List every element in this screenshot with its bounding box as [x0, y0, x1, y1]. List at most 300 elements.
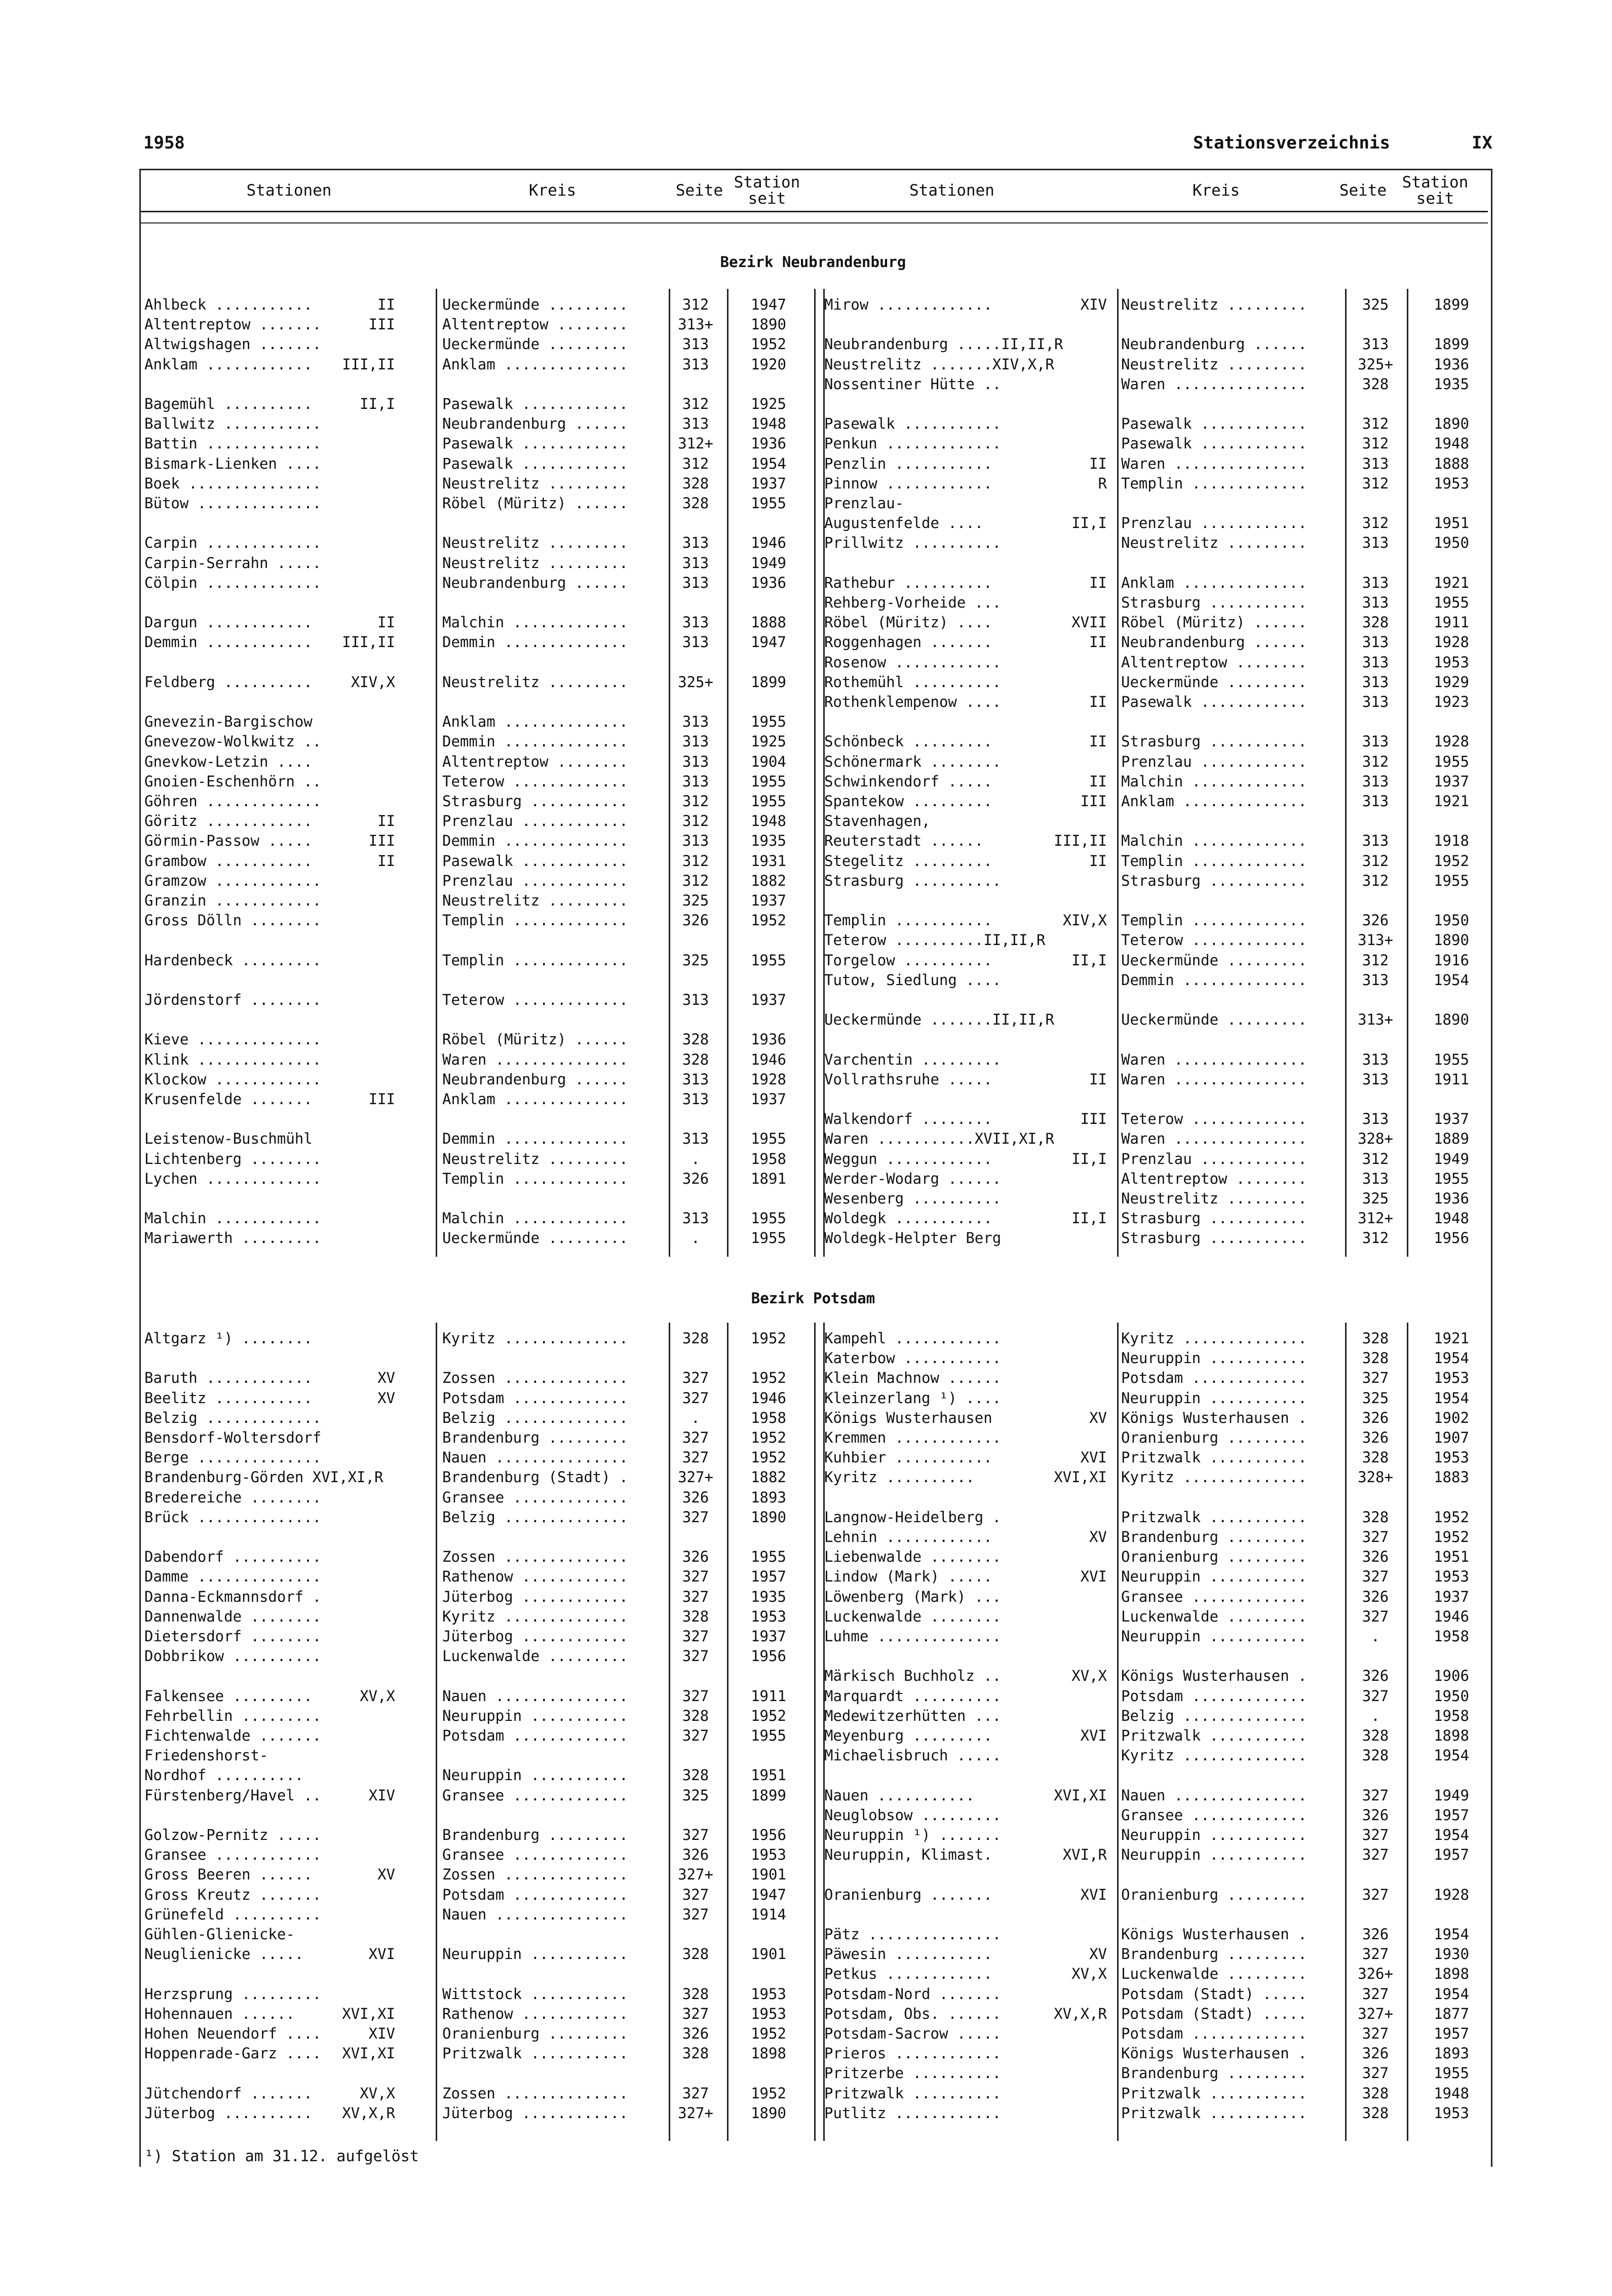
seite-value: 313 — [1362, 693, 1389, 710]
seite-value: 326+ — [1358, 1965, 1393, 1983]
seite-value: 312 — [1362, 1150, 1389, 1168]
station-since: 1954 — [1434, 971, 1469, 989]
station-since: 1921 — [1434, 574, 1469, 591]
seite-value: 326 — [682, 2025, 709, 2042]
kreis-name: Potsdam ............. — [442, 1727, 628, 1744]
seite-value: 313 — [682, 1070, 709, 1088]
seite-value: 326 — [682, 1170, 709, 1187]
station-name: Pritzerbe .......... — [824, 2064, 1002, 2082]
seite-value: 328 — [1362, 614, 1389, 631]
seite-value: 325 — [1362, 1190, 1389, 1207]
seite-value: 313 — [682, 991, 709, 1008]
station-name: Kyritz .......... — [824, 1469, 975, 1486]
station-since: 1890 — [1434, 931, 1469, 949]
kreis-name: Rathenow ............ — [442, 1568, 628, 1586]
station-since: 1955 — [751, 495, 786, 512]
station-name: Demmin ............ — [144, 633, 313, 651]
kreis-name: Demmin .............. — [442, 832, 628, 850]
station-name: Fürstenberg/Havel .. — [144, 1786, 322, 1804]
station-name: Boek ............... — [144, 474, 322, 492]
kreis-name: Nauen ............... — [1121, 1786, 1307, 1804]
station-since: 1953 — [1434, 653, 1469, 671]
kreis-name: Oranienburg ......... — [1121, 1548, 1307, 1566]
kreis-name: Malchin ............. — [442, 1210, 628, 1227]
station-since: 1901 — [751, 1866, 786, 1884]
seite-value: 328 — [682, 1766, 709, 1784]
seite-value: . — [1371, 1628, 1380, 1645]
station-name: Ballwitz ........... — [144, 415, 322, 433]
kreis-name: Pasewalk ............ — [1121, 693, 1307, 710]
station-name: Lehnin ............ — [824, 1528, 992, 1546]
seite-value: 312 — [1362, 1229, 1389, 1247]
seite-value: 328 — [682, 474, 709, 492]
seite-value: 312 — [682, 296, 709, 313]
seite-value: 312 — [1362, 435, 1389, 453]
station-name: Lindow (Mark) ..... — [824, 1568, 992, 1586]
seite-value: 313+ — [678, 316, 713, 333]
seite-value: 326 — [1362, 1667, 1389, 1685]
seite-value: 312 — [682, 395, 709, 412]
station-since: 1955 — [1434, 2064, 1469, 2082]
station-since: 1890 — [751, 316, 786, 333]
kreis-name: Jüterbog ............ — [442, 2104, 628, 2122]
railway-lines: II — [1089, 733, 1107, 750]
kreis-name: Gransee ............. — [442, 1488, 628, 1506]
col-stationen-right: Stationen — [909, 181, 994, 200]
kreis-name: Kyritz .............. — [1121, 1330, 1307, 1347]
station-since: 1936 — [1434, 355, 1469, 373]
seite-value: 328 — [1362, 1508, 1389, 1526]
seite-value: 313 — [1362, 1050, 1389, 1068]
station-since: 1952 — [751, 912, 786, 929]
kreis-name: Kyritz .............. — [1121, 1469, 1307, 1486]
station-since: 1936 — [751, 435, 786, 453]
year: 1958 — [143, 133, 185, 153]
station-since: 1953 — [1434, 2104, 1469, 2122]
kreis-name: Neustrelitz ......... — [1121, 534, 1307, 552]
station-name: Nossentiner Hütte .. — [824, 375, 1002, 393]
seite-value: 313 — [1362, 594, 1389, 611]
railway-lines: XIV — [1080, 296, 1107, 313]
railway-lines: XIV — [368, 1786, 395, 1804]
station-name: Marquardt .......... — [824, 1687, 1002, 1705]
kreis-name: Oranienburg ......... — [442, 2025, 628, 2042]
station-name: Golzow-Pernitz ..... — [144, 1826, 322, 1843]
railway-lines: II — [377, 852, 395, 870]
seite-value: 327+ — [678, 1469, 713, 1486]
station-name: Liebenwalde ........ — [824, 1548, 1002, 1566]
station-since: 1951 — [1434, 514, 1469, 532]
station-name: Luhme .............. — [824, 1628, 1002, 1645]
railway-lines: R — [1098, 474, 1107, 492]
station-since: 1911 — [1434, 614, 1469, 631]
kreis-name: Potsdam ............. — [1121, 1369, 1307, 1387]
station-since: 1950 — [1434, 534, 1469, 552]
kreis-name: Nauen ............... — [442, 1687, 628, 1705]
kreis-name: Brandenburg ......... — [442, 1429, 628, 1446]
header-rule-2 — [141, 222, 1488, 223]
station-name: Pasewalk ........... — [824, 415, 1002, 433]
kreis-name: Neuruppin ........... — [442, 1766, 628, 1784]
station-name: Hohen Neuendorf .... — [144, 2025, 322, 2042]
station-since: 1952 — [1434, 1508, 1469, 1526]
seite-value: 327 — [682, 1588, 709, 1605]
station-name: Bredereiche ........ — [144, 1488, 322, 1506]
station-name: Dietersdorf ........ — [144, 1628, 322, 1645]
seite-value: 312 — [682, 455, 709, 472]
station-name: Cölpin ............. — [144, 574, 322, 591]
kreis-name: Waren ............... — [1121, 375, 1307, 393]
railway-lines: II — [1089, 852, 1107, 870]
kreis-name: Neustrelitz ......... — [442, 673, 628, 691]
seite-value: 328 — [682, 1031, 709, 1048]
kreis-name: Ueckermünde ......... — [1121, 673, 1307, 691]
col-station-label: Station — [734, 173, 800, 192]
seite-value: 328 — [682, 1330, 709, 1347]
railway-lines: III — [1080, 1110, 1107, 1128]
kreis-name: Potsdam ............. — [1121, 1687, 1307, 1705]
kreis-name: Zossen .............. — [442, 1369, 628, 1387]
col-kreis-left: Kreis — [528, 181, 577, 200]
station-name: Neuglobsow ......... — [824, 1806, 1002, 1824]
kreis-name: Pasewalk ............ — [1121, 435, 1307, 453]
kreis-name: Anklam .............. — [1121, 574, 1307, 591]
seite-value: 313 — [682, 752, 709, 770]
railway-lines: III — [368, 316, 395, 333]
station-since: 1937 — [751, 991, 786, 1008]
seite-value: 326 — [682, 1548, 709, 1566]
kreis-name: Ueckermünde ......... — [442, 1229, 628, 1247]
station-name: Pritzwalk .......... — [824, 2084, 1002, 2102]
kreis-name: Templin ............. — [442, 951, 628, 969]
station-since: 1955 — [1434, 1050, 1469, 1068]
seite-value: 327+ — [1358, 2005, 1393, 2022]
station-since: 1898 — [1434, 1727, 1469, 1744]
railway-lines: II — [1089, 1070, 1107, 1088]
kreis-name: Malchin ............. — [1121, 832, 1307, 850]
kreis-name: Neuruppin ........... — [1121, 1826, 1307, 1843]
station-since: 1947 — [751, 633, 786, 651]
station-name: Prillwitz .......... — [824, 534, 1002, 552]
seite-value: 327 — [682, 1826, 709, 1843]
station-since: 1954 — [1434, 1926, 1469, 1943]
station-since: 1954 — [1434, 1747, 1469, 1764]
railway-lines: II — [377, 296, 395, 313]
seite-value: 328 — [682, 1050, 709, 1068]
railway-lines: XVI,XI — [1054, 1469, 1107, 1486]
station-since: 1951 — [751, 1766, 786, 1784]
station-name: Belzig ............. — [144, 1409, 322, 1426]
kreis-name: Templin ............. — [1121, 852, 1307, 870]
station-name: Schönermark ........ — [824, 752, 1002, 770]
station-since: 1930 — [1434, 1945, 1469, 1963]
station-name: Gransee ............ — [144, 1846, 322, 1864]
station-since: 1890 — [751, 2104, 786, 2122]
station-name: Varchentin ......... — [824, 1050, 1002, 1068]
station-name: Werder-Wodarg ...... — [824, 1170, 1002, 1187]
railway-lines: II — [1089, 693, 1107, 710]
kreis-name: Pasewalk ............ — [442, 455, 628, 472]
kreis-name: Pasewalk ............ — [1121, 415, 1307, 433]
station-since: 1935 — [1434, 375, 1469, 393]
kreis-name: Altentreptow ........ — [1121, 653, 1307, 671]
kreis-name: Brandenburg (Stadt) . — [442, 1469, 628, 1486]
station-since: 1955 — [751, 1210, 786, 1227]
col-seite-left: Seite — [675, 181, 723, 200]
railway-lines: II — [1089, 772, 1107, 790]
station-name: Kampehl ............ — [824, 1330, 1002, 1347]
station-since: 1893 — [751, 1488, 786, 1506]
station-name: Woldegk-Helpter Berg — [824, 1229, 1002, 1247]
seite-value: 325 — [1362, 1389, 1389, 1407]
kreis-name: Belzig .............. — [1121, 1707, 1307, 1724]
kreis-name: Röbel (Müritz) ...... — [1121, 614, 1307, 631]
station-since: 1918 — [1434, 832, 1469, 850]
station-since: 1949 — [1434, 1150, 1469, 1168]
station-name: Michaelisbruch ..... — [824, 1747, 1002, 1764]
seite-value: 325+ — [1358, 355, 1393, 373]
seite-value: 327 — [682, 1886, 709, 1903]
kreis-name: Templin ............. — [1121, 474, 1307, 492]
railway-lines: XVI,XI — [342, 2005, 395, 2022]
col-stationen-left: Stationen — [246, 181, 332, 200]
kreis-name: Potsdam ............. — [442, 1886, 628, 1903]
kreis-name: Neuruppin ........... — [1121, 1628, 1307, 1645]
seite-value: 328 — [1362, 1727, 1389, 1744]
column-rule — [436, 1323, 437, 2141]
station-since: 1893 — [1434, 2045, 1469, 2062]
seite-value: 313 — [1362, 653, 1389, 671]
station-name: Strasburg .......... — [824, 872, 1002, 889]
station-name: Woldegk ........... — [824, 1210, 992, 1227]
station-since: 1882 — [751, 872, 786, 889]
station-name: Penkun ............. — [824, 435, 1002, 453]
column-rule — [436, 289, 437, 1257]
station-since: 1949 — [751, 554, 786, 572]
railway-lines: II — [377, 812, 395, 830]
kreis-name: Potsdam (Stadt) ..... — [1121, 1985, 1307, 2003]
seite-value: 313 — [1362, 733, 1389, 750]
seite-value: 326 — [1362, 1588, 1389, 1605]
station-name: Bütow .............. — [144, 495, 322, 512]
kreis-name: Neuruppin ........... — [1121, 1568, 1307, 1586]
station-name: Ueckermünde .......II,II,R — [824, 1011, 1054, 1029]
kreis-name: Brandenburg ......... — [1121, 1945, 1307, 1963]
seite-value: 327 — [682, 2084, 709, 2102]
col-seite-right: Seite — [1339, 181, 1387, 200]
seite-value: . — [691, 1409, 700, 1426]
seite-value: 313 — [682, 355, 709, 373]
station-since: 1890 — [1434, 1011, 1469, 1029]
kreis-name: Anklam .............. — [442, 713, 628, 731]
station-since: 1899 — [751, 673, 786, 691]
station-name: Brandenburg-Görden XVI,XI,R — [144, 1469, 383, 1486]
station-since: 1937 — [751, 892, 786, 909]
seite-value: 313 — [1362, 574, 1389, 591]
railway-lines: XVII — [1071, 614, 1107, 631]
railway-lines: II,I — [360, 395, 395, 412]
station-since: 1955 — [751, 713, 786, 731]
station-since: 1898 — [1434, 1965, 1469, 1983]
station-since: 1916 — [1434, 951, 1469, 969]
station-since: 1890 — [1434, 415, 1469, 433]
kreis-name: Luckenwalde ......... — [1121, 1607, 1307, 1625]
kreis-name: Röbel (Müritz) ...... — [442, 495, 628, 512]
kreis-name: Neustrelitz ......... — [442, 1150, 628, 1168]
station-since: 1956 — [1434, 1229, 1469, 1247]
station-name: Luckenwalde ........ — [824, 1607, 1002, 1625]
kreis-name: Neustrelitz ......... — [442, 474, 628, 492]
station-since: 1953 — [1434, 1568, 1469, 1586]
station-since: 1955 — [1434, 594, 1469, 611]
station-since: 1888 — [1434, 455, 1469, 472]
station-since: 1946 — [751, 534, 786, 552]
station-name: Torgelow .......... — [824, 951, 992, 969]
railway-lines: II — [1089, 633, 1107, 651]
seite-value: 328 — [682, 2045, 709, 2062]
station-since: 1937 — [751, 1090, 786, 1108]
station-since: 1914 — [751, 1905, 786, 1923]
seite-value: 326 — [682, 1846, 709, 1864]
station-since: 1928 — [751, 1070, 786, 1088]
kreis-name: Neubrandenburg ...... — [442, 415, 628, 433]
station-since: 1953 — [751, 1985, 786, 2003]
kreis-name: Prenzlau ............ — [1121, 752, 1307, 770]
railway-lines: II — [1089, 455, 1107, 472]
station-name: Märkisch Buchholz .. — [824, 1667, 1002, 1685]
station-name: Petkus ............ — [824, 1965, 992, 1983]
station-since: 1955 — [751, 1548, 786, 1566]
kreis-name: Waren ............... — [1121, 1070, 1307, 1088]
station-name: Rathebur .......... — [824, 574, 992, 591]
station-since: 1953 — [1434, 1449, 1469, 1466]
kreis-name: Potsdam ............. — [442, 1389, 628, 1407]
station-name: Päwesin ........... — [824, 1945, 992, 1963]
station-name: Augustenfelde .... — [824, 514, 984, 532]
station-since: 1931 — [751, 852, 786, 870]
kreis-name: Waren ............... — [1121, 1130, 1307, 1148]
seite-value: 313 — [1362, 1170, 1389, 1187]
station-name: Hardenbeck ......... — [144, 951, 322, 969]
col-seit-label: seit — [1416, 190, 1454, 208]
seite-value: 327 — [682, 1449, 709, 1466]
kreis-name: Königs Wusterhausen . — [1121, 1409, 1307, 1426]
railway-lines: III — [368, 1090, 395, 1108]
seite-value: 312 — [682, 812, 709, 830]
kreis-name: Strasburg ........... — [1121, 733, 1307, 750]
station-since: 1899 — [751, 1786, 786, 1804]
kreis-name: Zossen .............. — [442, 1548, 628, 1566]
station-since: 1954 — [1434, 1349, 1469, 1367]
station-name: Reuterstadt ...... — [824, 832, 984, 850]
station-since: 1946 — [751, 1050, 786, 1068]
station-name: Danna-Eckmannsdorf . — [144, 1588, 322, 1605]
seite-value: 327 — [1362, 2025, 1389, 2042]
railway-lines: XV — [377, 1866, 395, 1884]
seite-value: 325 — [682, 892, 709, 909]
railway-lines: II,I — [1071, 514, 1107, 532]
kreis-name: Pritzwalk ........... — [1121, 2104, 1307, 2122]
station-name: Walkendorf ........ — [824, 1110, 992, 1128]
station-since: 1950 — [1434, 1687, 1469, 1705]
station-since: 1953 — [1434, 474, 1469, 492]
station-name: Dargun ............ — [144, 614, 313, 631]
column-rule — [1117, 1323, 1119, 2141]
railway-lines: XIV — [368, 2025, 395, 2042]
station-since: 1936 — [1434, 1190, 1469, 1207]
kreis-name: Gransee ............. — [1121, 1588, 1307, 1605]
kreis-name: Luckenwalde ......... — [1121, 1965, 1307, 1983]
seite-value: 327 — [1362, 1528, 1389, 1546]
col-seit-label: seit — [748, 190, 786, 208]
station-name: Kuhbier ........... — [824, 1449, 992, 1466]
station-name: Göritz ............ — [144, 812, 313, 830]
railway-lines: II — [1089, 574, 1107, 591]
station-since: 1957 — [1434, 1846, 1469, 1864]
station-name: Tutow, Siedlung .... — [824, 971, 1002, 989]
station-name: Neustrelitz .......XIV,X,R — [824, 355, 1054, 373]
seite-value: 328 — [1362, 1349, 1389, 1367]
station-name: Altwigshagen ....... — [144, 335, 322, 353]
railway-lines: XVI,XI — [342, 2045, 395, 2062]
station-name: Spantekow ......... — [824, 793, 992, 810]
station-since: 1958 — [1434, 1707, 1469, 1724]
col-station-label: Station — [1402, 173, 1469, 192]
station-since: 1937 — [1434, 772, 1469, 790]
station-name: Nordhof .......... — [144, 1766, 304, 1784]
station-name: Langnow-Heidelberg . — [824, 1508, 1002, 1526]
railway-lines: XV — [1089, 1409, 1107, 1426]
station-name: Wesenberg .......... — [824, 1190, 1002, 1207]
seite-value: 325 — [1362, 296, 1389, 313]
kreis-name: Gransee ............. — [442, 1846, 628, 1864]
station-name: Herzsprung ......... — [144, 1985, 322, 2003]
seite-value: 313 — [682, 574, 709, 591]
station-since: 1958 — [1434, 1628, 1469, 1645]
seite-value: 326 — [1362, 912, 1389, 929]
kreis-name: Pasewalk ............ — [442, 435, 628, 453]
seite-value: 325+ — [678, 673, 713, 691]
kreis-name: Neustrelitz ......... — [1121, 355, 1307, 373]
seite-value: 325 — [682, 951, 709, 969]
seite-value: 313 — [682, 633, 709, 651]
kreis-name: Neustrelitz ......... — [442, 534, 628, 552]
kreis-name: Malchin ............. — [1121, 772, 1307, 790]
station-since: 1935 — [751, 832, 786, 850]
seite-value: 313 — [682, 1090, 709, 1108]
kreis-name: Templin ............. — [442, 912, 628, 929]
seite-value: 313 — [1362, 1110, 1389, 1128]
seite-value: 313 — [1362, 673, 1389, 691]
kreis-name: Neuruppin ........... — [1121, 1389, 1307, 1407]
seite-value: 313 — [1362, 971, 1389, 989]
station-name: Kieve .............. — [144, 1031, 322, 1048]
kreis-name: Pasewalk ............ — [442, 395, 628, 412]
kreis-name: Brandenburg ......... — [1121, 1528, 1307, 1546]
kreis-name: Luckenwalde ......... — [442, 1647, 628, 1665]
station-name: Schönbeck ......... — [824, 733, 992, 750]
station-name: Bensdorf-Woltersdorf — [144, 1429, 322, 1446]
station-since: 1955 — [751, 1229, 786, 1247]
station-since: 1952 — [1434, 852, 1469, 870]
station-since: 1958 — [751, 1150, 786, 1168]
station-name: Rosenow ............ — [824, 653, 1002, 671]
station-since: 1882 — [751, 1469, 786, 1486]
section-title: Bezirk Potsdam — [751, 1290, 875, 1307]
kreis-name: Jüterbog ............ — [442, 1588, 628, 1605]
station-since: 1891 — [751, 1170, 786, 1187]
station-since: 1925 — [751, 733, 786, 750]
